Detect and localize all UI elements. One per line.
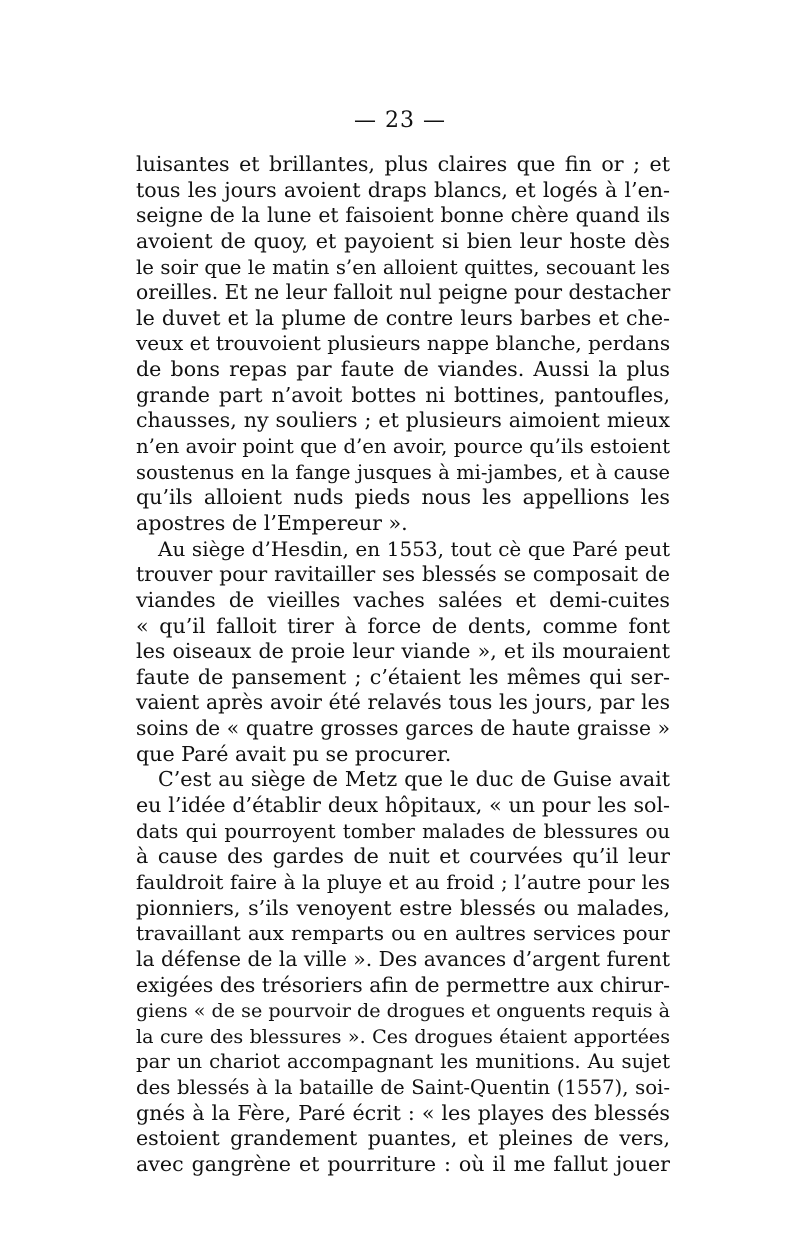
- text-line: C’est au siège de Metz que le duc de Guise avait: [158, 767, 670, 792]
- body-text: [136, 152, 670, 1178]
- text-line: eu l’idée d’établir deux hôpitaux, « un pour les sol-: [136, 793, 670, 818]
- text-line: exigées des trésoriers afin de permettre aux chirur-: [136, 972, 670, 997]
- text-line: « qu’il falloit tirer à force de dents, comme font: [136, 613, 670, 638]
- text-line: la cure des blessures ». Ces drogues étaient apportées: [136, 1024, 670, 1048]
- text-line: apostres de l’Empereur ».: [136, 510, 408, 535]
- text-line: n’en avoir point que d’en avoir, pource qu’ils estoient: [136, 435, 670, 459]
- text-line: par un chariot accompagnant les munitions. Au sujet: [136, 1050, 670, 1074]
- text-line: grande part n’avoit bottes ni bottines, pantoufles,: [136, 382, 670, 407]
- text-line: veux et trouvoient plusieurs nappe blanche, perdans: [136, 331, 671, 356]
- text-line: vaient après avoir été relavés tous les jours, par les: [136, 690, 670, 715]
- text-line: les oiseaux de proie leur viande », et ils mouraient: [136, 639, 670, 664]
- text-line: dats qui pourroyent tomber malades de blessures ou: [136, 819, 670, 843]
- text-line: seigne de la lune et faisoient bonne chère quand ils: [136, 203, 670, 228]
- text-line: luisantes et brillantes, plus claires que fin or ; et: [136, 152, 670, 176]
- text-line: travaillant aux remparts ou en aultres services pour: [136, 921, 670, 946]
- text-line: fauldroit faire à la pluye et au froid ; l’autre pour les: [136, 869, 670, 894]
- text-line: avoient de quoy, et payoient si bien leur hoste dès: [136, 228, 670, 253]
- text-line: trouver pour ravitailler ses blessés se composait de: [136, 562, 670, 587]
- text-line: soins de « quatre grosses garces de haute graisse »: [136, 716, 670, 741]
- text-line: des blessés à la bataille de Saint-Quentin (1557), soi-: [136, 1076, 670, 1100]
- text-line: chausses, ny souliers ; et plusieurs aimoient mieux: [136, 408, 670, 433]
- text-line: pionniers, s’ils venoyent estre blessés ou malades,: [136, 895, 670, 920]
- text-line: le soir que le matin s’en alloient quittes, secouant les: [136, 255, 670, 279]
- text-line: giens « de se pourvoir de drogues et onguents requis à: [136, 999, 670, 1023]
- text-line: faute de pansement ; c’étaient les mêmes qui ser-: [136, 664, 670, 689]
- text-line: oreilles. Et ne leur falloit nul peigne pour destacher: [136, 280, 671, 305]
- text-line: de bons repas par faute de viandes. Aussi la plus: [136, 357, 670, 382]
- text-line: estoient grandement puantes, et pleines de vers,: [136, 1126, 670, 1151]
- text-line: le duvet et la plume de contre leurs barbes et che-: [136, 305, 670, 330]
- text-line: gnés à la Fère, Paré écrit : « les playes des blessés: [136, 1100, 670, 1125]
- text-line: la défense de la ville ». Des avances d’argent furent: [136, 946, 670, 971]
- text-line: à cause des gardes de nuit et courvées qu’il leur: [136, 844, 670, 869]
- text-line: viandes de vieilles vaches salées et demi-cuites: [136, 587, 670, 612]
- text-line: que Paré avait pu se procurer.: [136, 741, 452, 766]
- text-line: Au siège d’Hesdin, en 1553, tout cè que Paré peut: [158, 536, 670, 561]
- text-line: avec gangrène et pourriture : où il me fallut jouer: [136, 1151, 670, 1176]
- text-line: qu’ils alloient nuds pieds nous les appellions les: [136, 485, 670, 510]
- page-number: — 23 —: [354, 108, 446, 133]
- text-line: tous les jours avoient draps blancs, et logés à l’en-: [136, 177, 670, 202]
- text-line: soustenus en la fange jusques à mi-jambes, et à cause: [136, 460, 670, 484]
